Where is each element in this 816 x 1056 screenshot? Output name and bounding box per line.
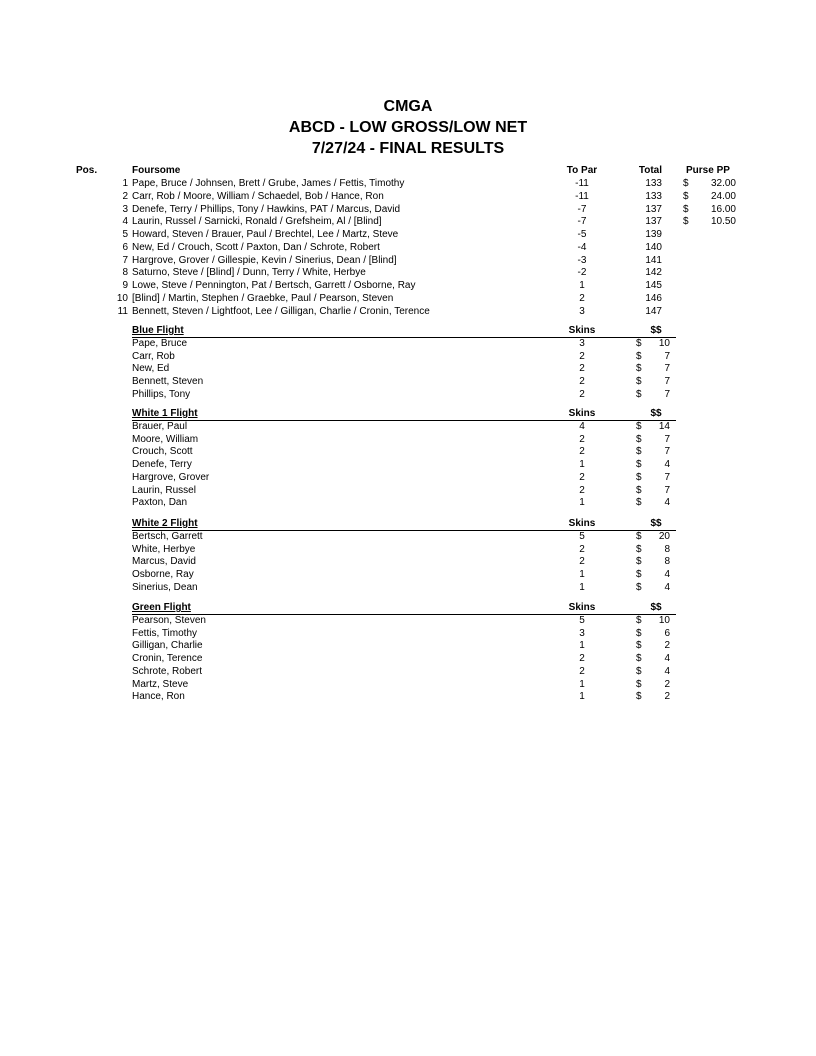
result-row xyxy=(0,254,816,267)
skins-money-sign: $ xyxy=(636,350,642,362)
result-pos: 3 xyxy=(122,203,128,215)
skins-player: Hargrove, Grover xyxy=(132,471,210,483)
result-to-par: 3 xyxy=(579,305,585,317)
result-row xyxy=(0,190,816,203)
skins-count: 5 xyxy=(579,614,585,626)
flight-header xyxy=(0,407,816,420)
result-pos: 7 xyxy=(122,254,128,266)
skins-row xyxy=(0,388,816,401)
skins-money-sign: $ xyxy=(636,614,642,626)
result-to-par: -5 xyxy=(577,229,587,240)
skins-header: Skins xyxy=(568,602,596,613)
flight-header xyxy=(0,324,816,337)
col-pos-header: Pos. xyxy=(76,165,98,176)
skins-money: 7 xyxy=(664,433,670,445)
skins-row xyxy=(0,690,816,703)
skins-player: Denefe, Terry xyxy=(132,459,192,470)
skins-player: Crouch, Scott xyxy=(132,446,193,458)
skins-money: 7 xyxy=(664,471,670,483)
skins-player: Cronin, Terence xyxy=(132,653,203,664)
result-foursome: Laurin, Russel / Sarnicki, Ronald / Grefsheim, Al / [Blind] xyxy=(132,216,382,228)
skins-money: 8 xyxy=(664,543,670,555)
skins-player: Sinerius, Dean xyxy=(132,581,198,593)
skins-count: 1 xyxy=(579,691,585,703)
skins-row xyxy=(0,433,816,446)
result-foursome: Lowe, Steve / Pennington, Pat / Bertsch, Garrett / Osborne, Ray xyxy=(132,280,416,291)
result-total: 145 xyxy=(645,280,662,291)
skins-money-sign: $ xyxy=(636,497,642,509)
flight-header xyxy=(0,517,816,530)
result-row xyxy=(0,305,816,318)
skins-row xyxy=(0,420,816,433)
result-foursome: Bennett, Steven / Lightfoot, Lee / Gilligan, Charlie / Cronin, Terence xyxy=(132,305,430,317)
event-title: ABCD - LOW GROSS/LOW NET xyxy=(288,119,528,136)
skins-row xyxy=(0,350,816,363)
skins-row xyxy=(0,445,816,458)
skins-count: 2 xyxy=(579,543,585,555)
skins-row xyxy=(0,543,816,556)
result-to-par: -7 xyxy=(577,203,587,215)
skins-money-sign: $ xyxy=(636,446,642,458)
result-total: 147 xyxy=(645,305,662,317)
result-total: 141 xyxy=(645,254,662,266)
result-to-par: -4 xyxy=(577,241,587,253)
result-purse: 16.00 xyxy=(710,203,736,215)
result-foursome: Denefe, Terry / Phillips, Tony / Hawkins, PAT / Marcus, David xyxy=(132,203,401,215)
skins-money: 4 xyxy=(664,653,670,664)
skins-money: 7 xyxy=(664,363,670,375)
flight-title: Green Flight xyxy=(132,602,191,613)
skins-money-sign: $ xyxy=(636,388,642,400)
skins-money: 4 xyxy=(664,497,670,509)
skins-player: Laurin, Russel xyxy=(132,484,196,496)
skins-player: Pearson, Steven xyxy=(132,614,206,626)
result-total: 142 xyxy=(645,267,662,279)
result-purse-sign: $ xyxy=(683,216,689,228)
skins-count: 2 xyxy=(579,376,585,387)
skins-money: 4 xyxy=(664,581,670,593)
skins-row xyxy=(0,375,816,388)
org-title: CMGA xyxy=(383,98,433,115)
skins-money-sign: $ xyxy=(636,471,642,483)
skins-header: Skins xyxy=(568,325,596,336)
skins-count: 1 xyxy=(579,581,585,593)
skins-count: 1 xyxy=(579,569,585,580)
flight-title: White 1 Flight xyxy=(132,408,198,419)
result-total: 133 xyxy=(645,178,662,189)
skins-player: White, Herbye xyxy=(132,543,196,555)
skins-row xyxy=(0,639,816,652)
result-pos: 5 xyxy=(122,229,128,240)
flight-title: White 2 Flight xyxy=(132,518,198,529)
flight-header xyxy=(0,601,816,614)
skins-player: Bertsch, Garrett xyxy=(132,530,203,542)
skins-player: Brauer, Paul xyxy=(132,420,188,432)
col-purse-header: Purse PP xyxy=(686,165,730,176)
skins-money-sign: $ xyxy=(636,363,642,375)
skins-header: Skins xyxy=(568,408,596,419)
skins-money: 4 xyxy=(664,569,670,580)
skins-money-sign: $ xyxy=(636,640,642,652)
col-topar-header: To Par xyxy=(566,165,598,176)
skins-count: 3 xyxy=(579,627,585,639)
result-pos: 11 xyxy=(117,305,128,317)
skins-count: 1 xyxy=(579,459,585,470)
result-to-par: 2 xyxy=(579,292,585,304)
skins-count: 1 xyxy=(579,640,585,652)
skins-count: 2 xyxy=(579,363,585,375)
skins-count: 4 xyxy=(579,420,585,432)
result-to-par: -2 xyxy=(577,267,587,279)
result-to-par: -11 xyxy=(575,190,589,202)
money-header: $$ xyxy=(650,602,662,613)
skins-money-sign: $ xyxy=(636,459,642,470)
result-total: 137 xyxy=(645,216,662,228)
skins-money: 14 xyxy=(658,420,670,432)
skins-money-sign: $ xyxy=(636,627,642,639)
result-pos: 8 xyxy=(122,267,128,279)
result-purse-sign: $ xyxy=(683,178,689,189)
skins-row xyxy=(0,568,816,581)
skins-money-sign: $ xyxy=(636,569,642,580)
result-total: 146 xyxy=(645,292,662,304)
result-row xyxy=(0,203,816,216)
skins-player: Moore, William xyxy=(132,433,199,445)
result-pos: 4 xyxy=(122,216,128,228)
skins-money: 8 xyxy=(664,556,670,568)
result-foursome: Pape, Bruce / Johnsen, Brett / Grube, James / Fettis, Timothy xyxy=(132,178,405,189)
skins-row xyxy=(0,627,816,640)
skins-player: Bennett, Steven xyxy=(132,376,204,387)
skins-count: 5 xyxy=(579,530,585,542)
skins-count: 2 xyxy=(579,556,585,568)
skins-player: New, Ed xyxy=(132,363,170,375)
skins-money-sign: $ xyxy=(636,337,642,349)
skins-money-sign: $ xyxy=(636,530,642,542)
result-purse-sign: $ xyxy=(683,190,689,202)
skins-row xyxy=(0,555,816,568)
result-to-par: -11 xyxy=(575,178,589,189)
result-foursome: Hargrove, Grover / Gillespie, Kevin / Sinerius, Dean / [Blind] xyxy=(132,254,397,266)
result-total: 137 xyxy=(645,203,662,215)
skins-count: 2 xyxy=(579,653,585,664)
skins-money-sign: $ xyxy=(636,665,642,677)
result-pos: 9 xyxy=(122,280,128,291)
skins-row xyxy=(0,614,816,627)
skins-money-sign: $ xyxy=(636,484,642,496)
result-pos: 2 xyxy=(122,190,128,202)
results-header xyxy=(0,164,816,177)
skins-money: 2 xyxy=(664,640,670,652)
result-purse: 10.50 xyxy=(710,216,736,228)
skins-count: 2 xyxy=(579,350,585,362)
result-row xyxy=(0,228,816,241)
col-foursome-header: Foursome xyxy=(132,165,181,176)
skins-money-sign: $ xyxy=(636,420,642,432)
skins-money: 10 xyxy=(658,337,670,349)
skins-player: Pape, Bruce xyxy=(132,337,188,349)
skins-money-sign: $ xyxy=(636,433,642,445)
skins-player: Marcus, David xyxy=(132,556,196,568)
skins-money: 7 xyxy=(664,376,670,387)
skins-count: 1 xyxy=(579,678,585,690)
skins-money: 2 xyxy=(664,691,670,703)
skins-player: Hance, Ron xyxy=(132,691,185,703)
skins-row xyxy=(0,362,816,375)
skins-row xyxy=(0,484,816,497)
result-row xyxy=(0,266,816,279)
skins-money-sign: $ xyxy=(636,556,642,568)
skins-money-sign: $ xyxy=(636,653,642,664)
skins-count: 3 xyxy=(579,337,585,349)
result-pos: 6 xyxy=(122,241,128,253)
skins-money-sign: $ xyxy=(636,678,642,690)
money-header: $$ xyxy=(650,518,662,529)
result-row xyxy=(0,215,816,228)
skins-player: Carr, Rob xyxy=(132,350,175,362)
skins-count: 1 xyxy=(579,497,585,509)
result-row xyxy=(0,292,816,305)
skins-money-sign: $ xyxy=(636,376,642,387)
skins-player: Gilligan, Charlie xyxy=(132,640,203,652)
result-row xyxy=(0,241,816,254)
skins-player: Fettis, Timothy xyxy=(132,627,198,639)
skins-player: Phillips, Tony xyxy=(132,388,191,400)
result-pos: 1 xyxy=(122,178,128,189)
result-total: 140 xyxy=(645,241,662,253)
skins-money-sign: $ xyxy=(636,581,642,593)
skins-player: Paxton, Dan xyxy=(132,497,188,509)
skins-money: 20 xyxy=(658,530,670,542)
skins-money: 7 xyxy=(664,484,670,496)
skins-player: Martz, Steve xyxy=(132,678,189,690)
result-foursome: [Blind] / Martin, Stephen / Graebke, Paul / Pearson, Steven xyxy=(132,292,394,304)
money-header: $$ xyxy=(650,408,662,419)
skins-player: Osborne, Ray xyxy=(132,569,194,580)
skins-row xyxy=(0,581,816,594)
result-row xyxy=(0,279,816,292)
date-title: 7/27/24 - FINAL RESULTS xyxy=(311,140,505,157)
result-row xyxy=(0,177,816,190)
result-to-par: -3 xyxy=(577,254,587,266)
skins-count: 2 xyxy=(579,433,585,445)
skins-row xyxy=(0,471,816,484)
skins-money: 2 xyxy=(664,678,670,690)
skins-count: 2 xyxy=(579,471,585,483)
col-total-header: Total xyxy=(638,165,662,176)
skins-row xyxy=(0,678,816,691)
skins-count: 2 xyxy=(579,484,585,496)
skins-header: Skins xyxy=(568,518,596,529)
flight-title: Blue Flight xyxy=(132,325,184,336)
skins-money: 4 xyxy=(664,459,670,470)
skins-count: 2 xyxy=(579,665,585,677)
result-foursome: Saturno, Steve / [Blind] / Dunn, Terry / White, Herbye xyxy=(132,267,366,279)
result-foursome: Howard, Steven / Brauer, Paul / Brechtel, Lee / Martz, Steve xyxy=(132,229,399,240)
skins-player: Schrote, Robert xyxy=(132,665,203,677)
result-pos: 10 xyxy=(116,292,128,304)
skins-count: 2 xyxy=(579,446,585,458)
result-purse: 24.00 xyxy=(710,190,736,202)
skins-row xyxy=(0,665,816,678)
result-total: 133 xyxy=(645,190,662,202)
money-header: $$ xyxy=(650,325,662,336)
skins-money: 4 xyxy=(664,665,670,677)
result-to-par: -7 xyxy=(577,216,587,228)
skins-money-sign: $ xyxy=(636,691,642,703)
result-foursome: Carr, Rob / Moore, William / Schaedel, Bob / Hance, Ron xyxy=(132,190,384,202)
result-purse: 32.00 xyxy=(710,178,736,189)
skins-money: 6 xyxy=(664,627,670,639)
skins-row xyxy=(0,530,816,543)
skins-row xyxy=(0,458,816,471)
result-foursome: New, Ed / Crouch, Scott / Paxton, Dan / Schrote, Robert xyxy=(132,241,380,253)
skins-row xyxy=(0,337,816,350)
skins-money: 7 xyxy=(664,350,670,362)
result-purse-sign: $ xyxy=(683,203,689,215)
skins-money: 7 xyxy=(664,388,670,400)
result-total: 139 xyxy=(645,229,662,240)
skins-row xyxy=(0,652,816,665)
skins-money: 7 xyxy=(664,446,670,458)
skins-count: 2 xyxy=(579,388,585,400)
skins-money-sign: $ xyxy=(636,543,642,555)
skins-money: 10 xyxy=(658,614,670,626)
result-to-par: 1 xyxy=(579,280,585,291)
skins-row xyxy=(0,496,816,509)
